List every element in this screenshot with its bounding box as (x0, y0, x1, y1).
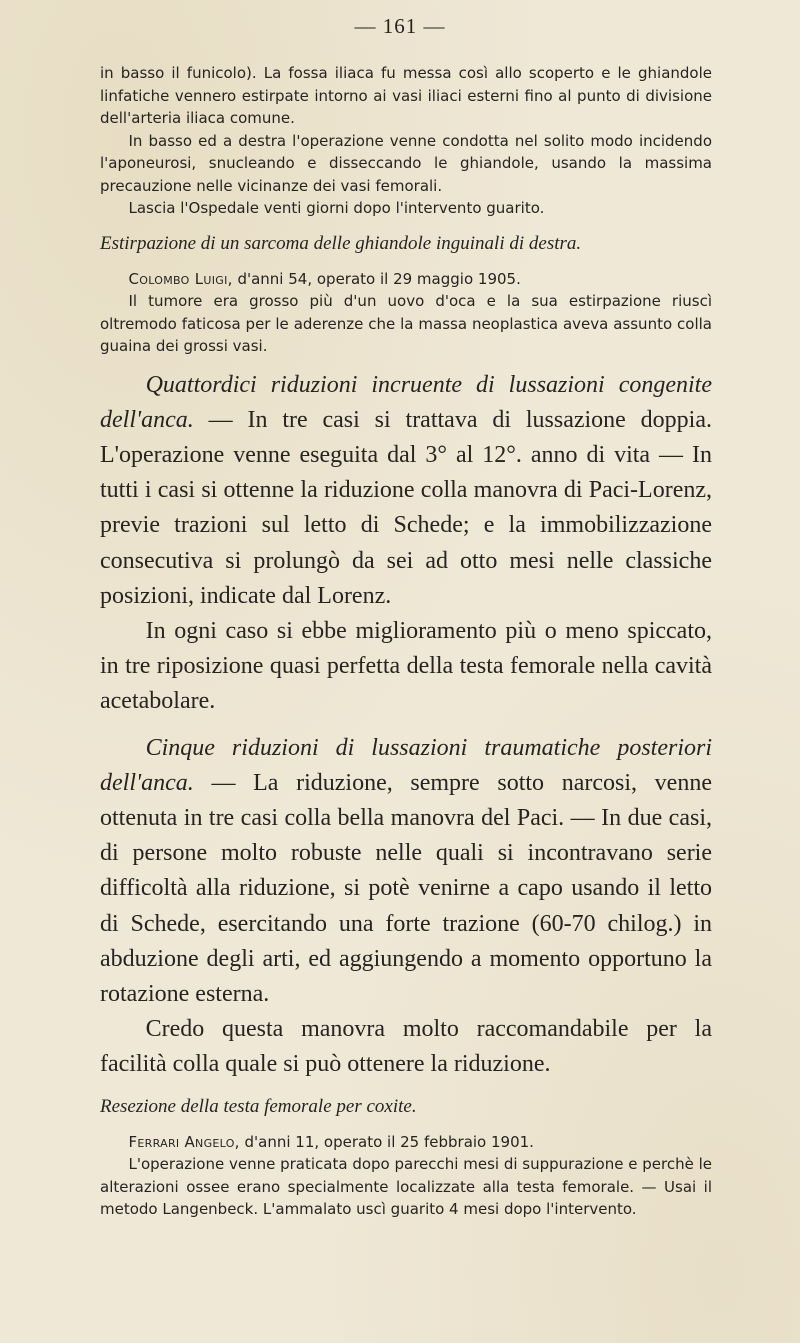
section-body-traumatiche: — La riduzione, sempre sotto narcosi, venne ottenuta in tre casi colla bella manovra del Paci. — In due casi, di persone molto robuste nelle quali si incontravano serie difficoltà alla riduzione, si potè venirne a capo usando il letto di Schede, esercitando una forte trazione (60-70 chilog.) in abduzione degli arti, ed aggiungendo a momento opportuno la rotazione esterna. (100, 769, 712, 1007)
paragraph-operazione: L'operazione venne praticata dopo parecchi mesi di suppurazione e perchè le alterazioni ossee erano specialmente localizzate alla testa femorale. — Usai il metodo Langenbeck. L'ammalato uscì guarito 4 mesi dopo l'intervento. (100, 1155, 712, 1219)
patient-details: d'anni 11, operato il 25 febbraio 1901. (239, 1132, 534, 1151)
page-number: — 161 — (354, 14, 446, 38)
page-content (100, 62, 712, 1221)
section-heading-resezione: Resezione della testa femorale per coxite. (100, 1095, 417, 1117)
section-heading-traumatiche: Cinque riduzioni di lussazioni traumatiche posteriori dell'anca. (100, 734, 712, 796)
section-body-congenite: — In tre casi si trattava di lussazione doppia. L'operazione venne eseguita dal 3° al 12°. anno di vita — In tutti i casi si ottenne la riduzione colla manovra di Paci-Lorenz, previe trazioni sul letto di Schede; e la immobilizzazione consecutiva si prolungò da sei ad otto mesi nelle classiche posizioni, indicate dal Lorenz. (100, 406, 712, 609)
patient-name: Ferrari Angelo, (128, 1132, 240, 1151)
paragraph-dimissione: Lascia l'Ospedale venti giorni dopo l'intervento guarito. (128, 199, 545, 217)
paragraph-funicolo: in basso il funicolo). La fossa iliaca fu messa così allo scoperto e le ghiandole linfatiche vennero estirpate intorno ai vasi iliaci esterni fino al punto di divisione dell'arteria iliaca comune. (100, 64, 712, 127)
patient-details: d'anni 54, operato il 29 maggio 1905. (232, 269, 521, 288)
section-lussazioni-traumatiche (100, 731, 712, 1013)
patient-line-colombo (100, 268, 712, 291)
section-lussazioni-congenite (100, 368, 712, 614)
section-heading-sarcoma: Estirpazione di un sarcoma delle ghiandole inguinali di destra. (100, 232, 582, 254)
patient-name: Colombo Luigi, (128, 269, 233, 288)
paragraph-manovra: Credo questa manovra molto raccomandabile per la facilità colla quale si può ottenere la riduzione. (100, 1016, 712, 1078)
patient-line-ferrari (100, 1131, 712, 1154)
paragraph-tumore: Il tumore era grosso più d'un uovo d'oca e la sua estirpazione riuscì oltremodo faticosa per le aderenze che la massa neoplastica aveva assunto colla guaina dei grossi vasi. (100, 292, 712, 355)
paragraph-destra: In basso ed a destra l'operazione venne condotta nel solito modo incidendo l'aponeurosi, snucleando e disseccando le ghiandole, usando la massima precauzione nelle vicinanze dei vasi femorali. (100, 131, 712, 195)
paragraph-miglioramento: In ogni caso si ebbe miglioramento più o meno spiccato, in tre riposizione quasi perfetta della testa femorale nella cavità acetabolare. (100, 617, 712, 715)
section-heading-congenite: Quattordici riduzioni incruente di lussazioni congenite dell'anca. (100, 371, 712, 433)
